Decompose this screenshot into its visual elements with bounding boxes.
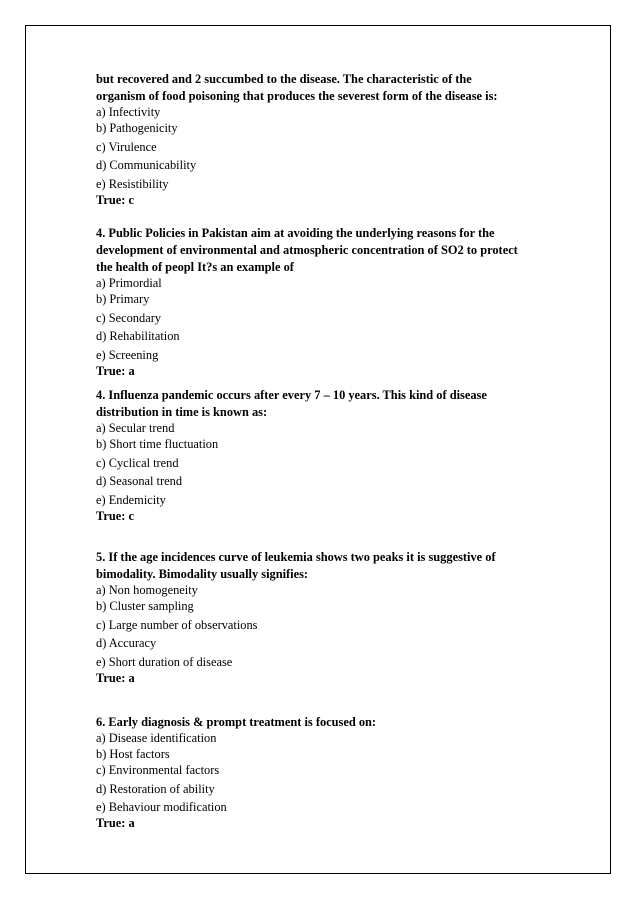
question-block [96, 387, 536, 523]
option: b) Host factors [96, 747, 170, 761]
answer: True: c [96, 192, 134, 207]
stem-line: development of environmental and atmospheric concentration of SO2 to protect [96, 243, 518, 257]
stem-line: 4. Influenza pandemic occurs after every 7 – 10 years. This kind of disease [96, 388, 487, 402]
option: c) Environmental factors [96, 763, 220, 777]
option: c) Virulence [96, 139, 157, 154]
question-stem [96, 549, 536, 583]
answer: True: c [96, 508, 134, 523]
option: e) Resistibility [96, 176, 169, 191]
stem-line: 5. If the age incidences curve of leukemia shows two peaks it is suggestive of [96, 550, 496, 564]
option: c) Cyclical trend [96, 455, 179, 470]
question-block [96, 549, 536, 685]
stem-line: bimodality. Bimodality usually signifies: [96, 567, 309, 581]
question-block [96, 225, 536, 378]
option: a) Disease identification [96, 731, 217, 745]
question-block [96, 714, 536, 830]
option: d) Rehabilitation [96, 329, 180, 343]
option: d) Restoration of ability [96, 781, 215, 796]
option: b) Primary [96, 292, 150, 306]
option: a) Secular trend [96, 421, 175, 435]
answer: True: a [96, 816, 135, 830]
question-stem [96, 71, 536, 105]
stem-line: distribution in time is known as: [96, 405, 268, 419]
option: e) Screening [96, 347, 159, 362]
option: a) Primordial [96, 276, 162, 290]
stem-line: but recovered and 2 succumbed to the disease. The characteristic of the [96, 72, 472, 86]
option: d) Accuracy [96, 636, 157, 650]
stem-line: the health of peopl It?s an example of [96, 260, 294, 274]
option: e) Endemicity [96, 492, 166, 507]
option: a) Infectivity [96, 105, 161, 119]
option: c) Large number of observations [96, 617, 258, 632]
option: b) Pathogenicity [96, 121, 178, 135]
stem-line: 4. Public Policies in Pakistan aim at avoiding the underlying reasons for the [96, 226, 495, 240]
answer: True: a [96, 363, 135, 378]
option: e) Behaviour modification [96, 800, 227, 814]
stem-line: organism of food poisoning that produces the severest form of the disease is: [96, 89, 498, 103]
answer: True: a [96, 670, 135, 685]
question-block [96, 71, 536, 207]
option: b) Cluster sampling [96, 599, 194, 613]
option: d) Seasonal trend [96, 474, 183, 488]
question-stem [96, 387, 536, 421]
question-stem [96, 714, 536, 731]
option: b) Short time fluctuation [96, 437, 219, 451]
stem-line: 6. Early diagnosis & prompt treatment is focused on: [96, 715, 377, 729]
option: c) Secondary [96, 310, 162, 325]
option: e) Short duration of disease [96, 654, 233, 669]
option: a) Non homogeneity [96, 583, 198, 597]
question-stem [96, 225, 536, 276]
option: d) Communicability [96, 158, 197, 172]
